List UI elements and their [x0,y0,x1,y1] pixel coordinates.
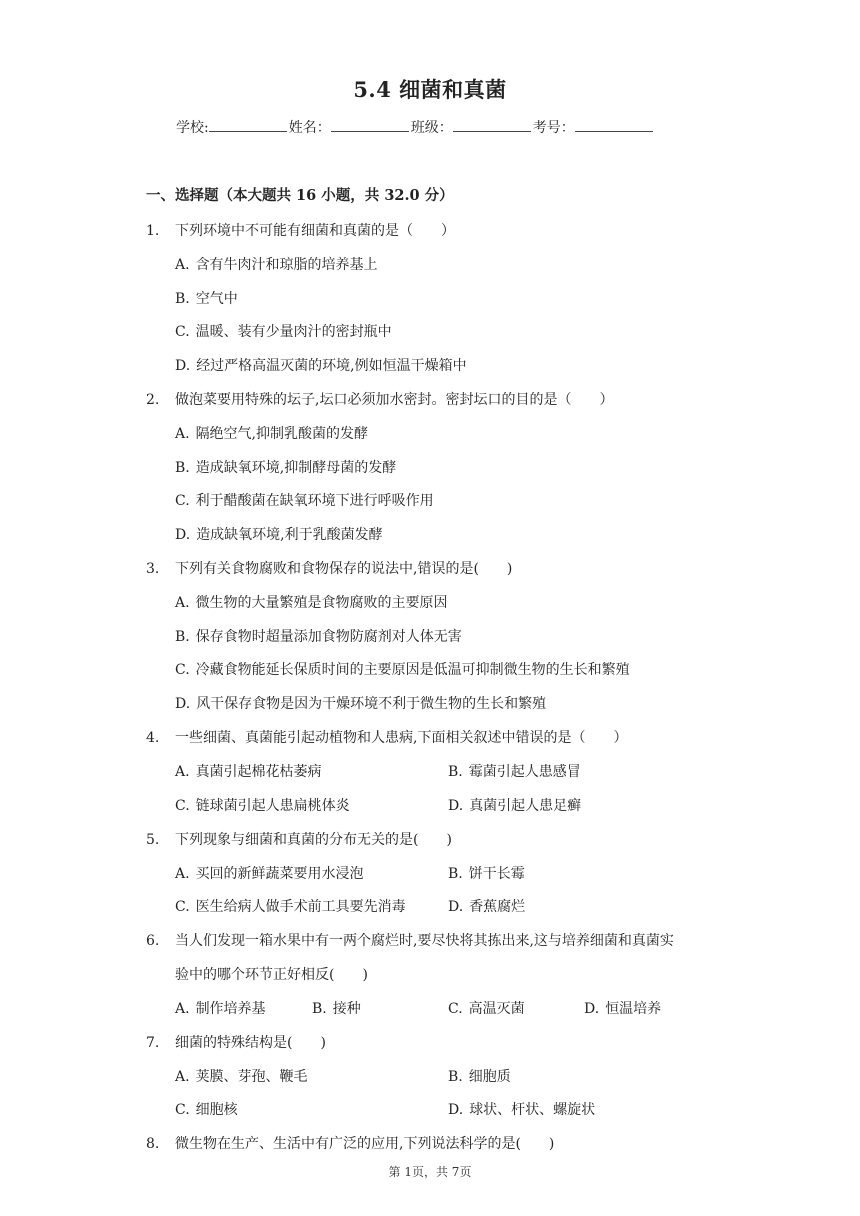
option-5c: C. 医生给病人做手术前工具要先消毒 [175,899,406,915]
option-4c: C. 链球菌引起人患扁桃体炎 [175,798,350,814]
option-1b: B. 空气中 [175,291,238,307]
option-4d: D. 真菌引起人患足癣 [448,798,582,814]
option-5a: A. 买回的新鲜蔬菜要用水浸泡 [175,866,364,882]
question-text: 做泡菜要用特殊的坛子,坛口必须加水密封。密封坛口的目的是（ ） [175,392,614,408]
option-6c: C. 高温灭菌 [448,1001,525,1017]
question-number: 5. [146,832,160,848]
class-label: 班级： [410,120,453,136]
question-text: 当人们发现一箱水果中有一两个腐烂时,要尽快将其拣出来,这与培养细菌和真菌实 [175,933,674,949]
question-4 [146,727,627,747]
question-1 [146,220,455,240]
question-6 [146,930,674,950]
school-label: 学校: [176,120,209,136]
question-6-continued [175,964,368,984]
question-number: 1. [146,223,160,239]
option-2c: C. 利于醋酸菌在缺氧环境下进行呼吸作用 [175,493,434,509]
question-text: 下列环境中不可能有细菌和真菌的是（ ） [175,223,455,239]
question-text: 一些细菌、真菌能引起动植物和人患病,下面相关叙述中错误的是（ ） [175,730,628,746]
option-1c: C. 温暖、装有少量肉汁的密封瓶中 [175,324,392,340]
option-5d: D. 香蕉腐烂 [448,899,526,915]
option-3a: A. 微生物的大量繁殖是食物腐败的主要原因 [175,595,448,611]
option-2b: B. 造成缺氧环境,抑制酵母菌的发酵 [175,460,397,476]
option-7a: A. 荚膜、芽孢、鞭毛 [175,1069,308,1085]
option-6a: A. 制作培养基 [175,1001,266,1017]
question-5 [146,829,452,849]
option-2d: D. 造成缺氧环境,利于乳酸菌发酵 [175,527,383,543]
page-title: 5.4 细菌和真菌 [353,77,507,102]
option-7b: B. 细胞质 [448,1069,511,1085]
option-7c: C. 细胞核 [175,1102,238,1118]
section-heading: 一、选择题（本大题共 16 小题，共 32.0 分） [146,187,454,204]
question-2 [146,389,613,409]
question-number: 4. [146,730,160,746]
question-text: 微生物在生产、生活中有广泛的应用,下列说法科学的是( ) [175,1136,555,1152]
question-8 [146,1133,554,1153]
option-1a: A. 含有牛肉汁和琼脂的培养基上 [175,257,378,273]
name-blank [331,119,409,132]
question-number: 7. [146,1035,160,1051]
option-6b: B. 接种 [312,1001,361,1017]
option-5b: B. 饼干长霉 [448,866,525,882]
option-1d: D. 经过严格高温灭菌的环境,例如恒温干燥箱中 [175,358,467,374]
exam-no-label: 考号： [532,120,575,136]
school-blank [209,119,287,132]
name-label: 姓名： [288,120,331,136]
option-3b: B. 保存食物时超量添加食物防腐剂对人体无害 [175,629,462,645]
question-text: 验中的哪个环节正好相反( ) [175,967,368,983]
option-4a: A. 真菌引起棉花枯萎病 [175,764,322,780]
option-3c: C. 冷藏食物能延长保质时间的主要原因是低温可抑制微生物的生长和繁殖 [175,662,630,678]
question-text: 细菌的特殊结构是( ) [175,1035,326,1051]
question-number: 3. [146,561,160,577]
exam-no-blank [575,119,653,132]
page-footer: 第 1页，共 7页 [388,1165,472,1179]
option-4b: B. 霉菌引起人患感冒 [448,764,581,780]
question-3 [146,558,512,578]
question-text: 下列有关食物腐败和食物保存的说法中,错误的是( ) [175,561,513,577]
question-7 [146,1032,326,1052]
question-number: 6. [146,933,160,949]
class-blank [453,119,531,132]
question-number: 2. [146,392,160,408]
option-7d: D. 球状、杆状、螺旋状 [448,1102,596,1118]
student-info-line [176,117,655,137]
question-text: 下列现象与细菌和真菌的分布无关的是( ) [175,832,452,848]
option-3d: D. 风干保存食物是因为干燥环境不利于微生物的生长和繁殖 [175,696,547,712]
question-number: 8. [146,1136,160,1152]
option-2a: A. 隔绝空气,抑制乳酸菌的发酵 [175,426,369,442]
option-6d: D. 恒温培养 [584,1001,662,1017]
